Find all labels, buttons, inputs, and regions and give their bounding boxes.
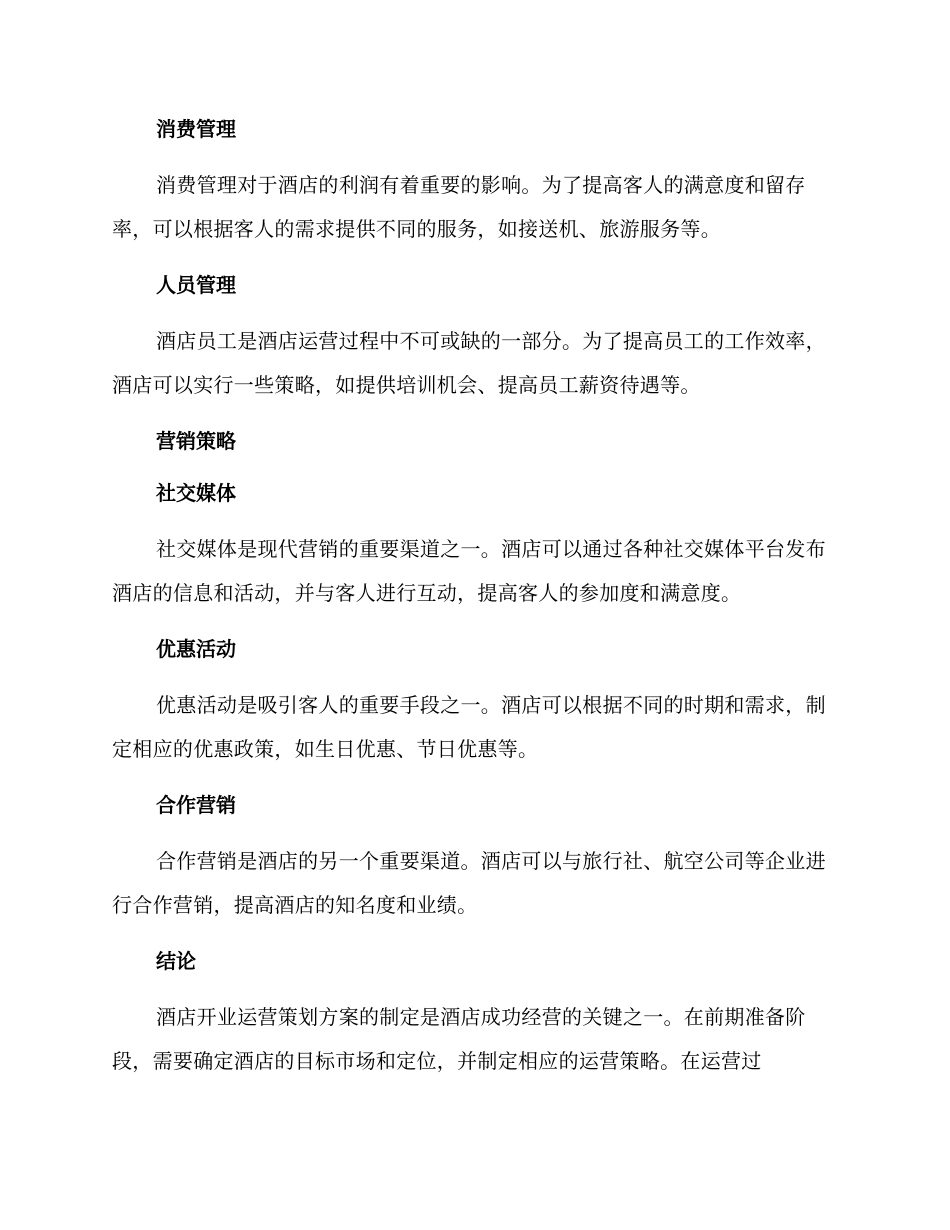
document-page: [112, 111, 832, 1099]
section-heading-cooperation: 合作营销: [156, 793, 236, 817]
paragraph-conclusion: 酒店开业运营策划方案的制定是酒店成功经营的关键之一。在前期准备阶段，需要确定酒店的目标市场和定位，并制定相应的运营策略。在运营过: [112, 1005, 806, 1073]
paragraph-social-media: 社交媒体是现代营销的重要渠道之一。酒店可以通过各种社交媒体平台发布酒店的信息和活动，并与客人进行互动，提高客人的参加度和满意度。: [112, 537, 826, 605]
section-heading-social-media: 社交媒体: [156, 481, 236, 505]
paragraph-promotions: 优惠活动是吸引客人的重要手段之一。酒店可以根据不同的时期和需求，制定相应的优惠政策，如生日优惠、节日优惠等。: [112, 693, 826, 761]
paragraph-cooperation: 合作营销是酒店的另一个重要渠道。酒店可以与旅行社、航空公司等企业进行合作营销，提高酒店的知名度和业绩。: [112, 849, 826, 917]
section-heading-consumption: 消费管理: [156, 117, 236, 141]
paragraph-staff: 酒店员工是酒店运营过程中不可或缺的一部分。为了提高员工的工作效率，酒店可以实行一些策略，如提供培训机会、提高员工薪资待遇等。: [112, 329, 826, 397]
section-heading-conclusion: 结论: [156, 949, 196, 973]
section-heading-staff: 人员管理: [156, 273, 236, 297]
paragraph-consumption: 消费管理对于酒店的利润有着重要的影响。为了提高客人的满意度和留存率，可以根据客人的需求提供不同的服务，如接送机、旅游服务等。: [112, 173, 806, 241]
section-heading-marketing: 营销策略: [156, 429, 236, 453]
section-heading-promotions: 优惠活动: [156, 637, 236, 661]
